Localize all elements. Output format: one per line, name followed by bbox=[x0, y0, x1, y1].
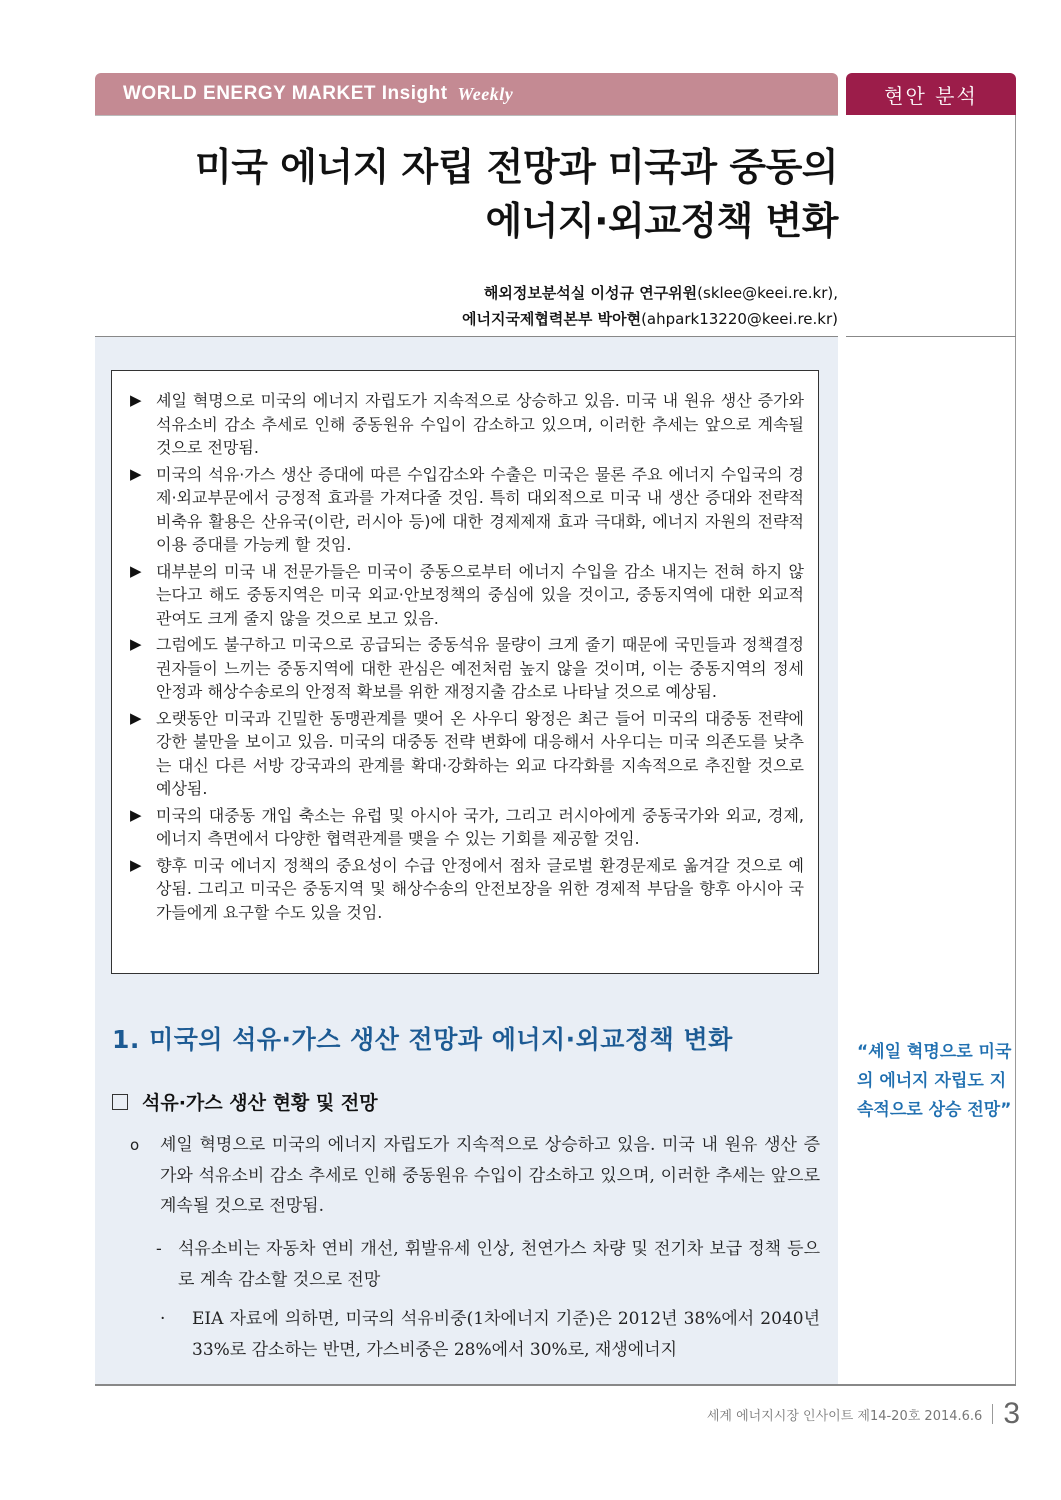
body-sub-paragraph-text: 석유소비는 자동차 연비 개선, 휘발유세 인상, 천연가스 차량 및 전기차 보급 정책 등으로 계속 감소할 것으로 전망 bbox=[178, 1239, 820, 1290]
page-number: 3 bbox=[1003, 1397, 1020, 1430]
triangle-bullet-icon: ▶ bbox=[130, 561, 142, 580]
checkbox-square-icon bbox=[112, 1094, 128, 1110]
summary-item bbox=[130, 707, 804, 801]
summary-text: 그럼에도 불구하고 미국으로 공급되는 중동석유 물량이 크게 줄기 때문에 국민들과 정책결정권자들이 느끼는 중동지역에 대한 관심은 예전처럼 높지 않을 것이며, 이는 중동지역의 정세안정과 해상수송로의 안정적 확보를 위한 재정지출 감소로 나타날 것으로 예상됨. bbox=[156, 635, 804, 701]
article-title-line-1: 미국 에너지 자립 전망과 미국과 중동의 bbox=[195, 145, 838, 189]
summary-text: 미국의 대중동 개입 축소는 유럽 및 아시아 국가, 그리고 러시아에게 중동국가와 외교, 경제, 에너지 측면에서 다양한 협력관계를 맺을 수 있는 기회를 제공할 것임. bbox=[156, 805, 804, 848]
page-footer bbox=[500, 1396, 1020, 1432]
author-line bbox=[300, 280, 838, 306]
triangle-bullet-icon: ▶ bbox=[130, 855, 142, 874]
triangle-bullet-icon: ▶ bbox=[130, 805, 142, 824]
body-paragraph bbox=[130, 1130, 820, 1222]
summary-item bbox=[130, 633, 804, 704]
body-paragraph-text: 셰일 혁명으로 미국의 에너지 자립도가 지속적으로 상승하고 있음. 미국 내 원유 생산 증가와 석유소비 감소 추세로 인해 중동원유 수입이 감소하고 있으며, 이러한 추세는 앞으로 계속될 것으로 전망됨. bbox=[160, 1135, 820, 1216]
section-heading: 1. 미국의 석유·가스 생산 전망과 에너지·외교정책 변화 bbox=[112, 1025, 733, 1054]
footer-divider bbox=[95, 1384, 1016, 1386]
article-title bbox=[150, 140, 838, 248]
summary-item bbox=[130, 463, 804, 557]
dash-bullet-icon: - bbox=[156, 1239, 162, 1259]
journal-brand: WORLD ENERGY MARKET Insight bbox=[123, 83, 448, 104]
triangle-bullet-icon: ▶ bbox=[130, 391, 142, 409]
author-line bbox=[300, 306, 838, 332]
summary-item bbox=[130, 389, 804, 460]
summary-item bbox=[130, 804, 804, 851]
author-block bbox=[300, 280, 838, 332]
body-detail-paragraph-text: EIA 자료에 의하면, 미국의 석유비중(1차에너지 기준)은 2012년 38%에서 2040년 33%로 감소하는 반면, 가스비중은 28%에서 30%로, 재생에너지 bbox=[192, 1309, 820, 1360]
dot-bullet-icon: · bbox=[160, 1309, 166, 1329]
footer-separator bbox=[992, 1404, 993, 1424]
subheading bbox=[112, 1088, 378, 1115]
author-divider-margin bbox=[846, 336, 1016, 337]
triangle-bullet-icon: ▶ bbox=[130, 464, 142, 483]
summary-item bbox=[130, 854, 804, 925]
body-sub-paragraph bbox=[156, 1234, 820, 1295]
category-tab: 현안 분석 bbox=[846, 73, 1016, 115]
circle-bullet-icon: o bbox=[130, 1136, 140, 1154]
article-title-line-2: 에너지·외교정책 변화 bbox=[485, 199, 838, 243]
publication-info: 세계 에너지시장 인사이트 제14-20호 2014.6.6 bbox=[706, 1408, 983, 1424]
summary-text: 대부분의 미국 내 전문가들은 미국이 중동으로부터 에너지 수입을 감소 내지는 전혀 하지 않는다고 해도 중동지역은 미국 외교·안보정책의 중심에 있을 것이고, 중동지역에 대한 외교적 관여도 크게 줄지 않을 것으로 보고 있음. bbox=[156, 561, 804, 628]
summary-text: 미국의 석유·가스 생산 증대에 따른 수입감소와 수출은 미국은 물론 주요 에너지 수입국의 경제·외교부문에서 긍정적 효과를 가져다줄 것임. 특히 대외적으로 미국 내 생산 증대와 전략적 비축유 활용은 산유국(이란, 러시아 등)에 대한 경제제재 효과 극대화, 에너지 자원의 전략적 이용 증대를 가능케 할 것임. bbox=[156, 464, 804, 554]
body-detail-paragraph bbox=[160, 1304, 820, 1365]
margin-divider bbox=[1015, 115, 1016, 1385]
author-email: (sklee@keei.re.kr), bbox=[697, 284, 838, 302]
journal-header-bar bbox=[95, 73, 838, 115]
triangle-bullet-icon: ▶ bbox=[130, 708, 142, 727]
triangle-bullet-icon: ▶ bbox=[130, 635, 142, 653]
summary-text: 오랫동안 미국과 긴밀한 동맹관계를 맺어 온 사우디 왕정은 최근 들어 미국의 대중동 전략에 강한 불만을 보이고 있음. 미국의 대중동 전략 변화에 대응해서 사우디는 미국 의존도를 낮추는 대신 다른 서방 강국과의 관계를 확대·강화하는 외교 다각화를 지속적으로 추진할 것으로 예상됨. bbox=[156, 708, 804, 798]
author-affiliation: 에너지국제협력본부 박아현 bbox=[461, 310, 642, 328]
summary-box bbox=[111, 370, 819, 974]
header-divider bbox=[95, 115, 838, 116]
journal-brand-suffix: Weekly bbox=[457, 83, 514, 104]
author-affiliation: 해외정보분석실 이성규 연구위원 bbox=[483, 284, 698, 302]
pull-quote: “셰일 혁명으로 미국의 에너지 자립도 지속적으로 상승 전망” bbox=[857, 1042, 1012, 1120]
author-email: (ahpark13220@keei.re.kr) bbox=[641, 310, 838, 328]
summary-item bbox=[130, 560, 804, 631]
summary-text: 셰일 혁명으로 미국의 에너지 자립도가 지속적으로 상승하고 있음. 미국 내 원유 생산 증가와 석유소비 감소 추세로 인해 중동원유 수입이 감소하고 있으며, 이러한 추세는 앞으로 계속될 것으로 전망됨. bbox=[156, 391, 804, 457]
summary-text: 향후 미국 에너지 정책의 중요성이 수급 안정에서 점차 글로벌 환경문제로 옮겨갈 것으로 예상됨. 그리고 미국은 중동지역 및 해상수송의 안전보장을 위한 경제적 부담을 향후 아시아 국가들에게 요구할 수도 있을 것임. bbox=[156, 855, 804, 922]
subheading-text: 석유·가스 생산 현황 및 전망 bbox=[142, 1092, 378, 1114]
